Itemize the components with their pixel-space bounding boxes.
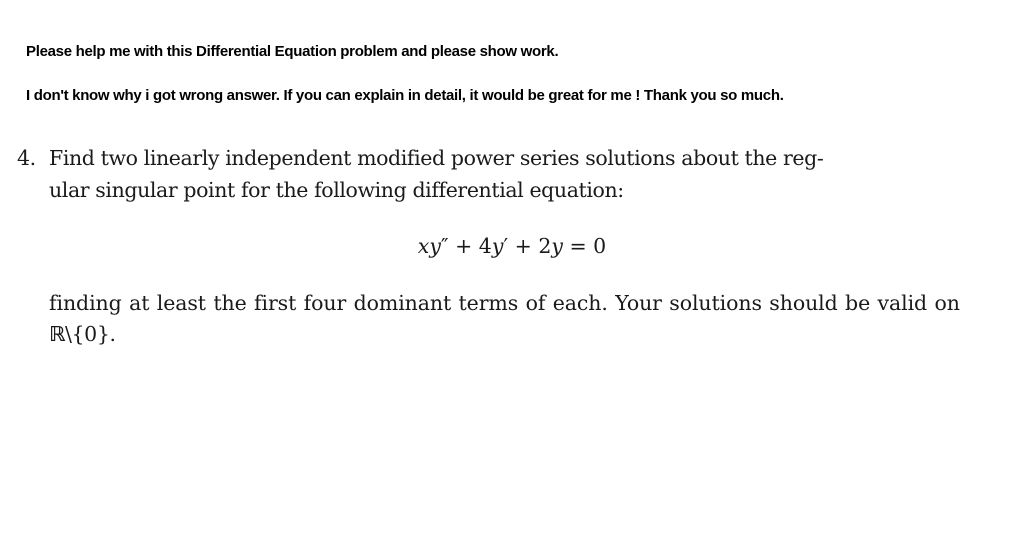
eq-var-x: x — [417, 234, 430, 258]
eq-prime: ′ — [503, 234, 509, 258]
real-numbers-symbol: ℝ — [49, 322, 66, 346]
problem-text-line-4 — [49, 324, 116, 345]
request-line-2: I don't know why i got wrong answer. If you can explain in detail, it would be great for me ! Thank you so much. — [26, 87, 784, 104]
request-line-1: Please help me with this Differential Equation problem and please show work. — [26, 43, 559, 60]
problem-text-line-2: ular singular point for the following differential equation: — [49, 178, 624, 202]
eq-equals-zero: = 0 — [562, 234, 607, 258]
eq-var-y: y — [491, 234, 504, 258]
eq-var-y: y — [551, 234, 563, 258]
eq-plus-2: + 2 — [508, 234, 552, 258]
problem-text-line-3: finding at least the first four dominant terms of each. Your solutions should be valid on — [49, 291, 960, 315]
eq-plus-4: + 4 — [448, 234, 492, 258]
problem-number: 4. — [17, 146, 36, 170]
differential-equation — [0, 236, 1024, 257]
domain-exclusion: \{0}. — [65, 322, 116, 346]
eq-double-prime: ″ — [440, 234, 449, 258]
problem-text-line-1: Find two linearly independent modified power series solutions about the reg- — [49, 146, 824, 170]
eq-var-y: y — [429, 234, 441, 258]
